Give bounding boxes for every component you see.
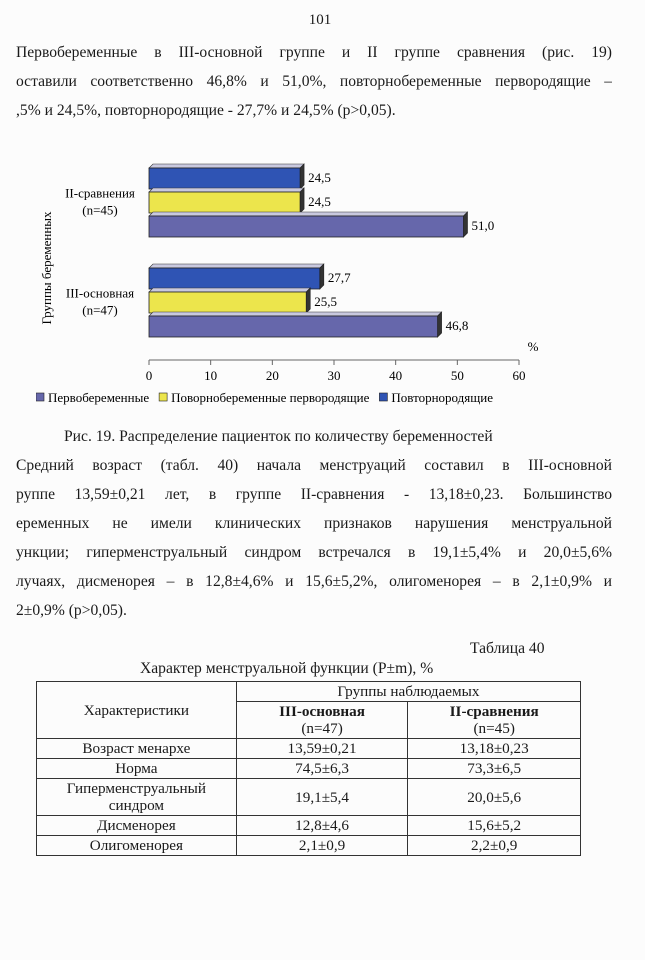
cell-value: 2,2±0,9 bbox=[408, 836, 581, 856]
data-label: 24,5 bbox=[308, 170, 331, 185]
group-count: (n=45) bbox=[473, 720, 515, 737]
text-line: ункции; гиперменструальный синдром встречался в 19,1±5,4% и 20,0±5,6% bbox=[16, 544, 612, 561]
table-row bbox=[37, 816, 581, 836]
bar bbox=[149, 268, 320, 289]
row-label bbox=[37, 779, 237, 816]
table-header-row bbox=[37, 682, 581, 702]
cell-value: 2,1±0,9 bbox=[236, 836, 408, 856]
group-name: II-сравнения bbox=[449, 703, 539, 720]
legend-swatch bbox=[159, 393, 167, 401]
bar bbox=[149, 216, 464, 237]
row-label-line: Гиперменструальный bbox=[66, 780, 206, 797]
table-row bbox=[37, 759, 581, 779]
cell-value: 19,1±5,4 bbox=[236, 779, 408, 816]
group-name: III-основная bbox=[279, 703, 365, 720]
x-axis-unit: % bbox=[527, 339, 539, 354]
row-label-line: синдром bbox=[108, 797, 164, 814]
category-label: (n=45) bbox=[82, 202, 118, 218]
group-count: (n=47) bbox=[301, 720, 343, 737]
bar-side-face bbox=[306, 288, 310, 313]
text-line: оставили соответственно 46,8% и 51,0%, повторнобеременные первородящие – bbox=[16, 73, 612, 90]
table-row bbox=[37, 739, 581, 759]
cell-value: 13,18±0,23 bbox=[408, 739, 581, 759]
cell-value: 73,3±6,5 bbox=[408, 759, 581, 779]
cell-value: 13,59±0,21 bbox=[236, 739, 408, 759]
row-label: Норма bbox=[37, 759, 237, 779]
bar bbox=[149, 192, 300, 213]
paragraph-gravidity bbox=[16, 38, 612, 125]
header-group-main bbox=[236, 702, 408, 739]
x-tick-label: 20 bbox=[265, 368, 279, 383]
category-label: III-основная bbox=[65, 285, 135, 301]
legend-label: Повторнородящие bbox=[391, 390, 494, 405]
x-tick-label: 10 bbox=[204, 368, 218, 383]
x-tick-label: 40 bbox=[389, 368, 403, 383]
menstrual-function-table bbox=[36, 681, 581, 856]
bar-side-face bbox=[438, 312, 442, 337]
table-row bbox=[37, 836, 581, 856]
bar bbox=[149, 292, 306, 313]
category-label: (n=47) bbox=[82, 302, 118, 318]
x-tick-label: 60 bbox=[512, 368, 526, 383]
page-number: 101 bbox=[308, 12, 332, 28]
legend-label: Поворнобеременные первородящие bbox=[171, 390, 370, 405]
header-characteristics: Характеристики bbox=[37, 682, 237, 739]
bar-top-face bbox=[149, 264, 324, 268]
legend-swatch bbox=[379, 393, 387, 401]
gravidity-bar-chart bbox=[36, 158, 616, 426]
legend-swatch bbox=[36, 393, 44, 401]
y-axis-title: Группы беременных bbox=[39, 211, 54, 325]
header-groups: Группы наблюдаемых bbox=[236, 682, 580, 702]
paragraph-menarche bbox=[16, 451, 612, 625]
data-label: 27,7 bbox=[327, 270, 351, 285]
data-label: 51,0 bbox=[471, 218, 495, 233]
cell-value: 15,6±5,2 bbox=[408, 816, 581, 836]
row-label: Дисменорея bbox=[37, 816, 237, 836]
table-number: Таблица 40 bbox=[470, 640, 545, 657]
row-label: Олигоменорея bbox=[37, 836, 237, 856]
x-tick-label: 30 bbox=[327, 368, 341, 383]
x-tick-label: 50 bbox=[450, 368, 464, 383]
bar-side-face bbox=[300, 164, 304, 189]
table-row bbox=[37, 779, 581, 816]
data-label: 25,5 bbox=[314, 294, 337, 309]
row-label: Возраст менархе bbox=[37, 739, 237, 759]
bar-side-face bbox=[300, 188, 304, 213]
figure-caption: Рис. 19. Распределение пациенток по количеству беременностей bbox=[64, 428, 493, 445]
bar-top-face bbox=[149, 188, 304, 192]
text-line: еременных не имели клинических признаков нарушения менструальной bbox=[16, 515, 612, 532]
text-line: 2±0,9% (p>0,05). bbox=[16, 602, 127, 619]
cell-value: 74,5±6,3 bbox=[236, 759, 408, 779]
bar bbox=[149, 168, 300, 189]
legend-label: Первобеременные bbox=[48, 390, 150, 405]
text-line: ,5% и 24,5%, повторнородящие - 27,7% и 24,5% (p>0,05). bbox=[16, 102, 396, 119]
cell-value: 12,8±4,6 bbox=[236, 816, 408, 836]
bar-top-face bbox=[149, 164, 304, 168]
cell-value: 20,0±5,6 bbox=[408, 779, 581, 816]
text-line: руппе 13,59±0,21 лет, в группе II-сравнения - 13,18±0,23. Большинство bbox=[16, 486, 612, 503]
data-label: 46,8 bbox=[445, 318, 469, 333]
text-line: Первобеременные в III-основной группе и II группе сравнения (рис. 19) bbox=[16, 44, 612, 61]
bar-top-face bbox=[149, 212, 468, 216]
category-label: II-сравнения bbox=[65, 185, 135, 201]
text-line: Средний возраст (табл. 40) начала менструаций составил в III-основной bbox=[16, 457, 612, 474]
header-group-comparison bbox=[408, 702, 581, 739]
table-title: Характер менструальной функции (P±m), % bbox=[140, 660, 434, 677]
x-tick-label: 0 bbox=[145, 368, 153, 383]
data-label: 24,5 bbox=[308, 194, 331, 209]
bar-side-face bbox=[464, 212, 468, 237]
bar bbox=[149, 316, 438, 337]
bar-top-face bbox=[149, 288, 310, 292]
bar-top-face bbox=[149, 312, 442, 316]
text-line: лучаях, дисменорея – в 12,8±4,6% и 15,6±5,2%, олигоменорея – в 2,1±0,9% и bbox=[16, 573, 612, 590]
bar-side-face bbox=[320, 264, 324, 289]
